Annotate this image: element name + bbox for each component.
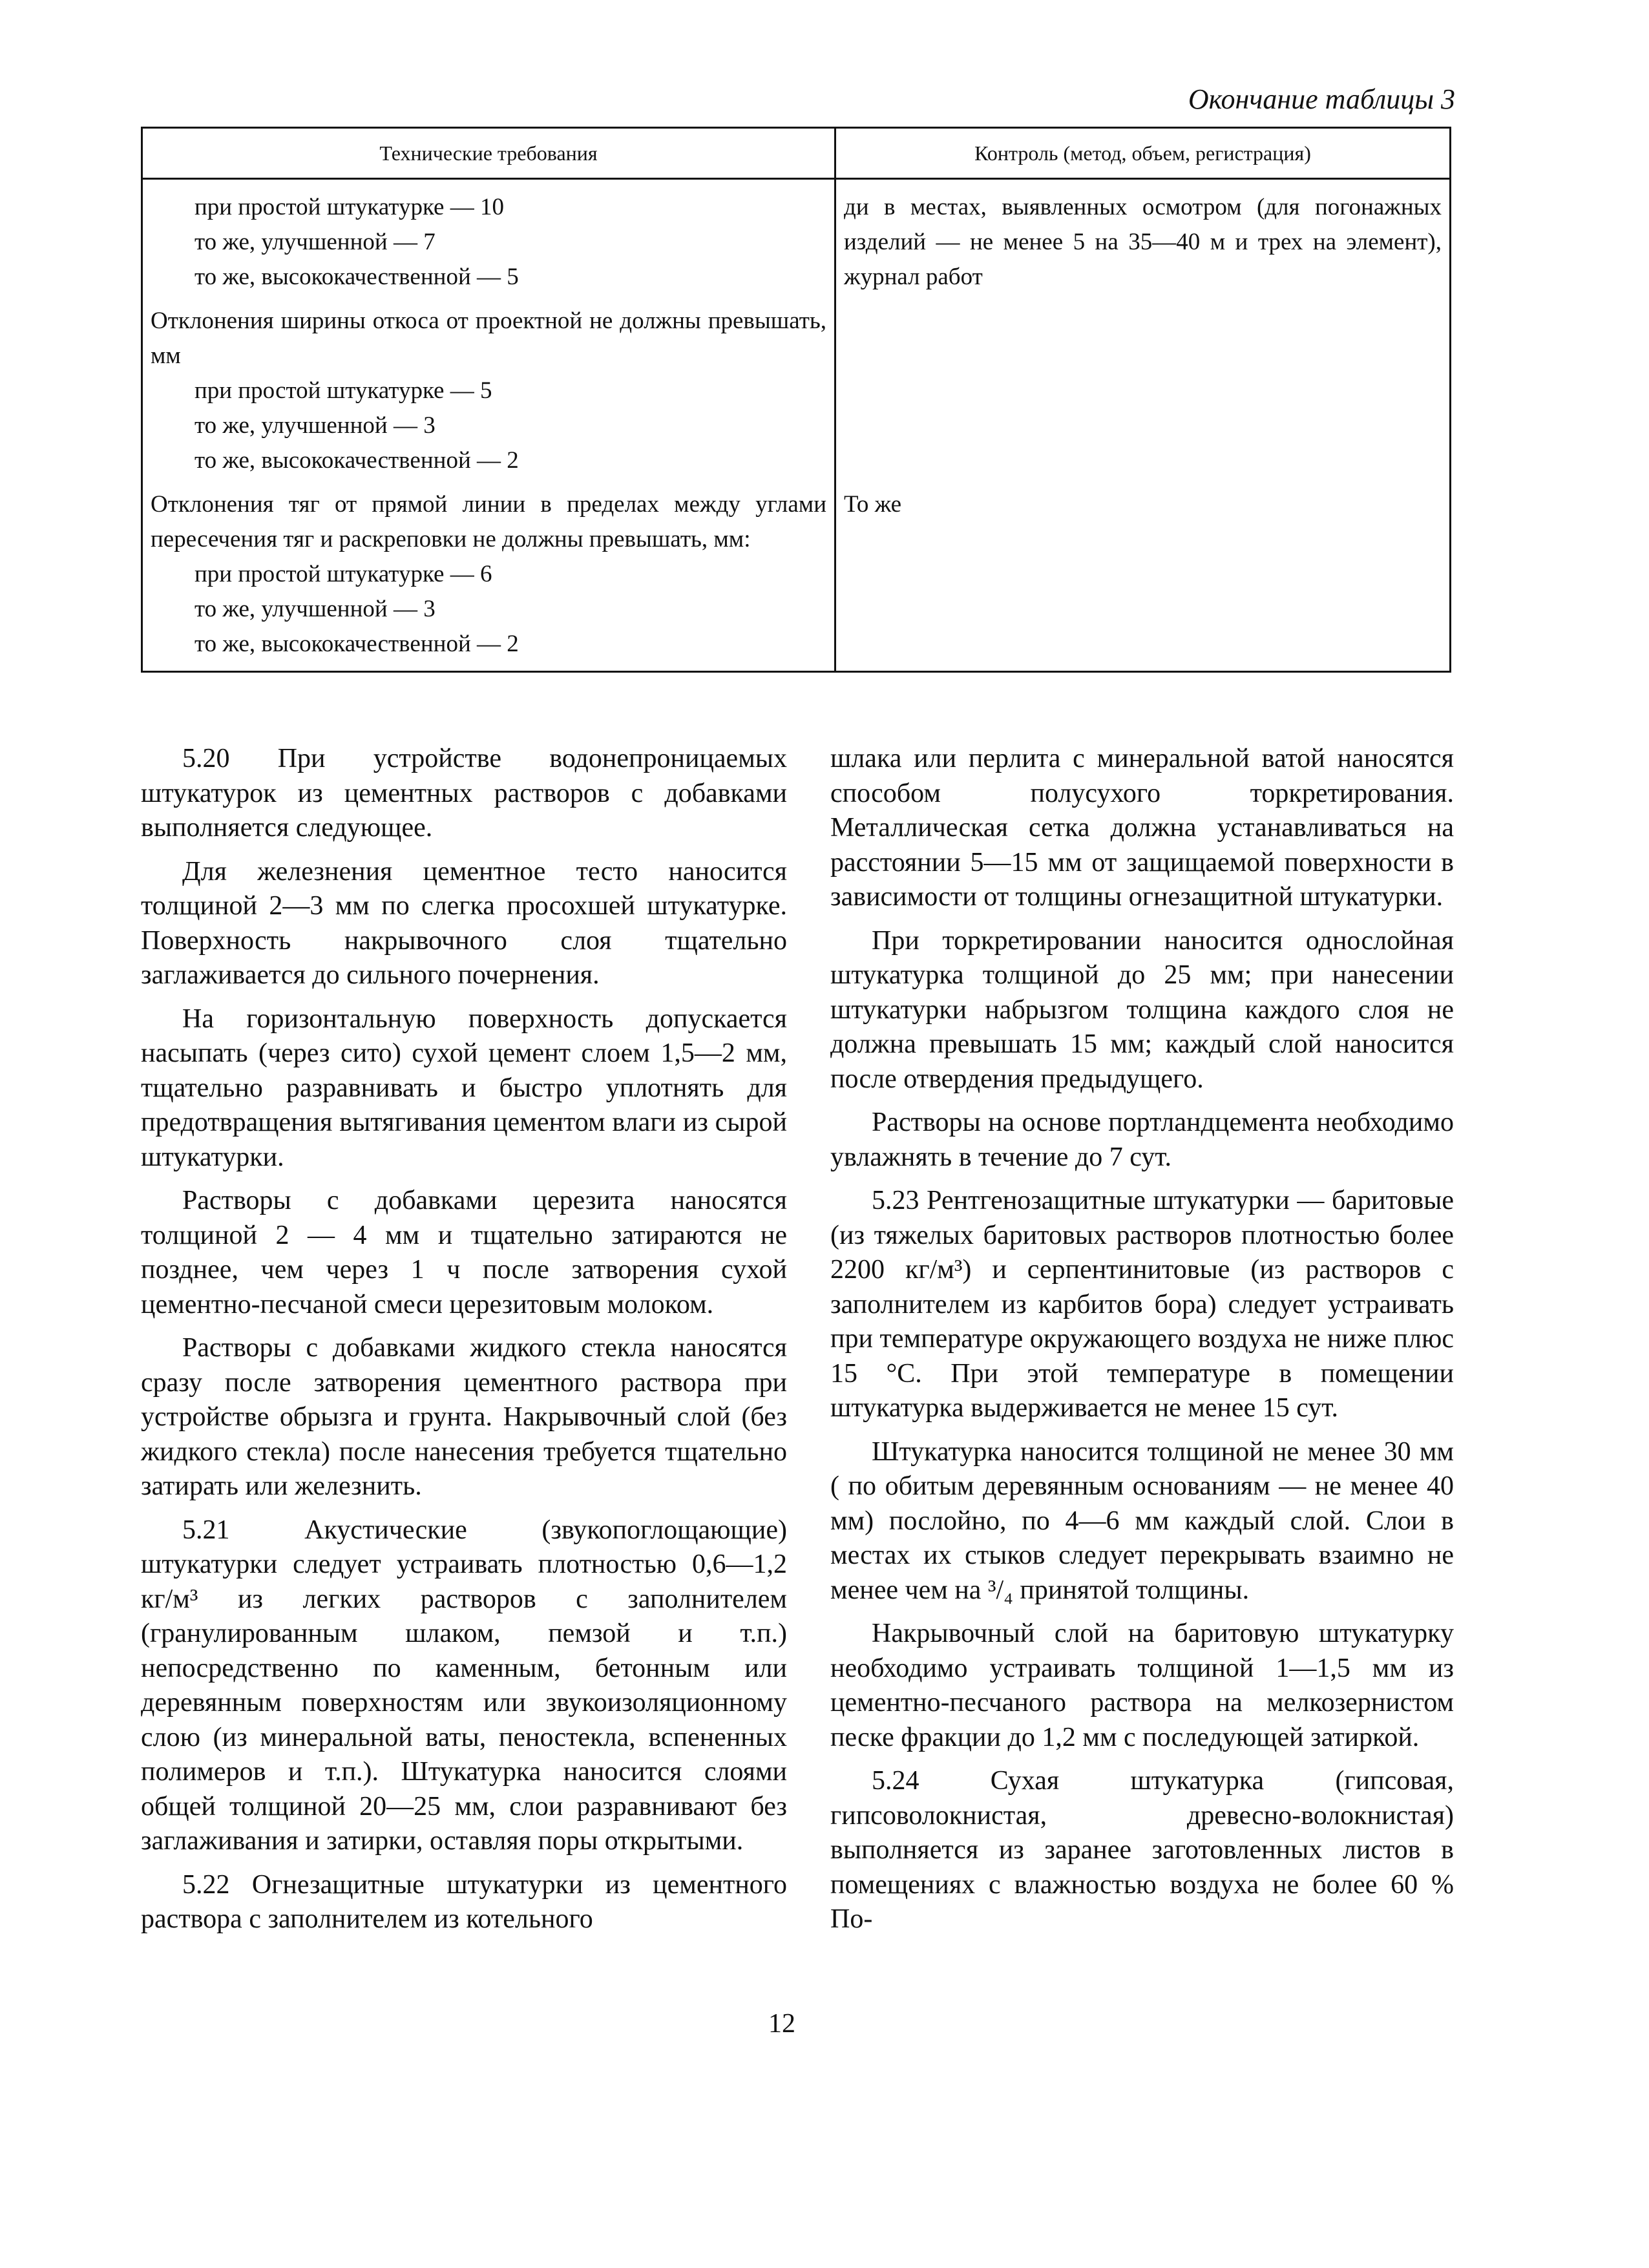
paragraph: Штукатурка наносится толщиной не менее 30 мм ( по обитым деревянным основаниям — не менее 40 мм) послойно, по 4—6 мм каждый слой. Слои в местах их стыков следует перекрывать взаимно не менее чем на ³/₄ принятой толщины. [830,1436,1454,1605]
page-number: 12 [768,2009,795,2039]
control-text: То же [844,491,902,518]
requirement-item: при простой штукатурке — 10 [194,194,504,220]
paragraph: Растворы с добавками церезита наносятся толщиной 2 — 4 мм и тщательно затираются не позднее, чем через 1 ч после затворения сухой цементно-песчаной смеси церезитовым молоком. [141,1186,787,1319]
paragraph-5-20: 5.20 При устройстве водонепроницаемых штукатурок из цементных растворов с добавками выполняется следующее. [141,744,787,843]
requirement-item: то же, улучшенной — 7 [194,229,436,255]
control-cell [835,304,1451,487]
paragraph: Растворы на основе портландцемента необходимо увлажнять в течение до 7 сут. [830,1108,1454,1172]
paragraph-5-21: 5.21 Акустические (звукопоглощающие) штукатурки следует устраивать плотностью 0,6—1,2 кг/м³ из легких растворов с заполнителем (гранулированным шлаком, пемзой и т.п.) непосредственно по каменным, бетонным или деревянным поверхностям или звукоизоляционному слою (из минеральной ваты, пеностекла, вспененных полимеров и т.п.). Штукатурка наносится слоями общей толщиной 20—25 мм, слои разравнивают без заглаживания и затирки, оставляя поры открытыми. [141,1515,787,1856]
requirement-text: Отклонения ширины откоса от проектной не должны превышать, мм [151,308,826,369]
paragraph: Для железнения цементное тесто наносится толщиной 2—3 мм по слегка просохшей штукатурке. Поверхность накрывочного слоя тщательно заглаживается до сильного почернения. [141,856,787,990]
paragraph-5-23: 5.23 Рентгенозащитные штукатурки — баритовые (из тяжелых баритовых растворов плотностью более 2200 кг/м³) и серпентинитовые (из растворов с заполнителем из карбитов бора) следует устраивать при температуре окружающего воздуха не ниже плюс 15 °С. При этой температуре в помещении штукатурка выдерживается не менее 15 сут. [830,1186,1454,1423]
requirements-table [141,127,1451,673]
control-cell [835,487,1451,672]
table-header-row [142,128,1451,179]
requirement-item: при простой штукатурке — 6 [194,561,492,587]
table-row [142,304,1451,487]
header-technical-requirements: Технические требования [142,128,835,179]
requirement-item: то же, высококачественной — 5 [194,264,519,290]
requirement-item: при простой штукатурке — 5 [194,377,492,404]
requirement-cell [142,179,835,304]
requirement-item: то же, улучшенной — 3 [194,596,436,622]
requirement-item: то же, высококачественной — 2 [194,447,519,474]
paragraph: Растворы с добавками жидкого стекла наносятся сразу после затворения цементного раствора при устройстве обрызга и грунта. Накрывочный слой (без жидкого стекла) после нанесения требуется тщательно затирать или железнить. [141,1333,787,1501]
requirement-item: то же, улучшенной — 3 [194,412,436,439]
left-text-column [141,742,787,1946]
paragraph: При торкретировании наносится однослойная штукатурка толщиной до 25 мм; при нанесении штукатурки набрызгом толщина каждого слоя не должна превышать 15 мм; каждый слой наносится после отвердения предыдущего. [830,925,1454,1094]
paragraph: Накрывочный слой на баритовую штукатурку необходимо устраивать толщиной 1—1,5 мм из цементно-песчаного раствора на мелкозернистом песке фракции до 1,2 мм с последующей затиркой. [830,1619,1454,1752]
requirement-text: Отклонения тяг от прямой линии в пределах между углами пересечения тяг и раскреповки не должны превышать, мм: [151,491,826,552]
paragraph: На горизонтальную поверхность допускается насыпать (через сито) сухой цемент слоем 1,5—2 мм, тщательно разравнивать и быстро уплотнять для предотвращения вытягивания цементом влаги из сырой штукатурки. [141,1003,787,1172]
paragraph-5-24: 5.24 Сухая штукатурка (гипсовая, гипсоволокнистая, древесно-волокнистая) выполняется из заранее заготовленных листов в помещениях с влажностью воздуха не более 60 % По- [830,1766,1454,1934]
requirement-cell [142,304,835,487]
requirement-item: то же, высококачественной — 2 [194,631,519,657]
paragraph-continued: шлака или перлита с минеральной ватой наносятся способом полусухого торкретирования. Металлическая сетка должна устанавливаться на расстоянии 5—15 мм от защищаемой поверхности в зависимости от толщины огнезащитной штукатурки. [830,744,1454,912]
paragraph-5-22: 5.22 Огнезащитные штукатурки из цементного раствора с заполнителем из котельного [141,1869,787,1934]
table-row [142,487,1451,672]
control-cell [835,179,1451,304]
right-text-column [830,742,1454,1946]
header-control: Контроль (метод, объем, регистрация) [835,128,1451,179]
table-row [142,179,1451,304]
requirement-cell [142,487,835,672]
table-caption: Окончание таблицы 3 [1188,83,1455,115]
control-text: ди в местах, выявленных осмотром (для погонажных изделий — не менее 5 на 35—40 м и трех на элемент), журнал работ [844,194,1442,290]
